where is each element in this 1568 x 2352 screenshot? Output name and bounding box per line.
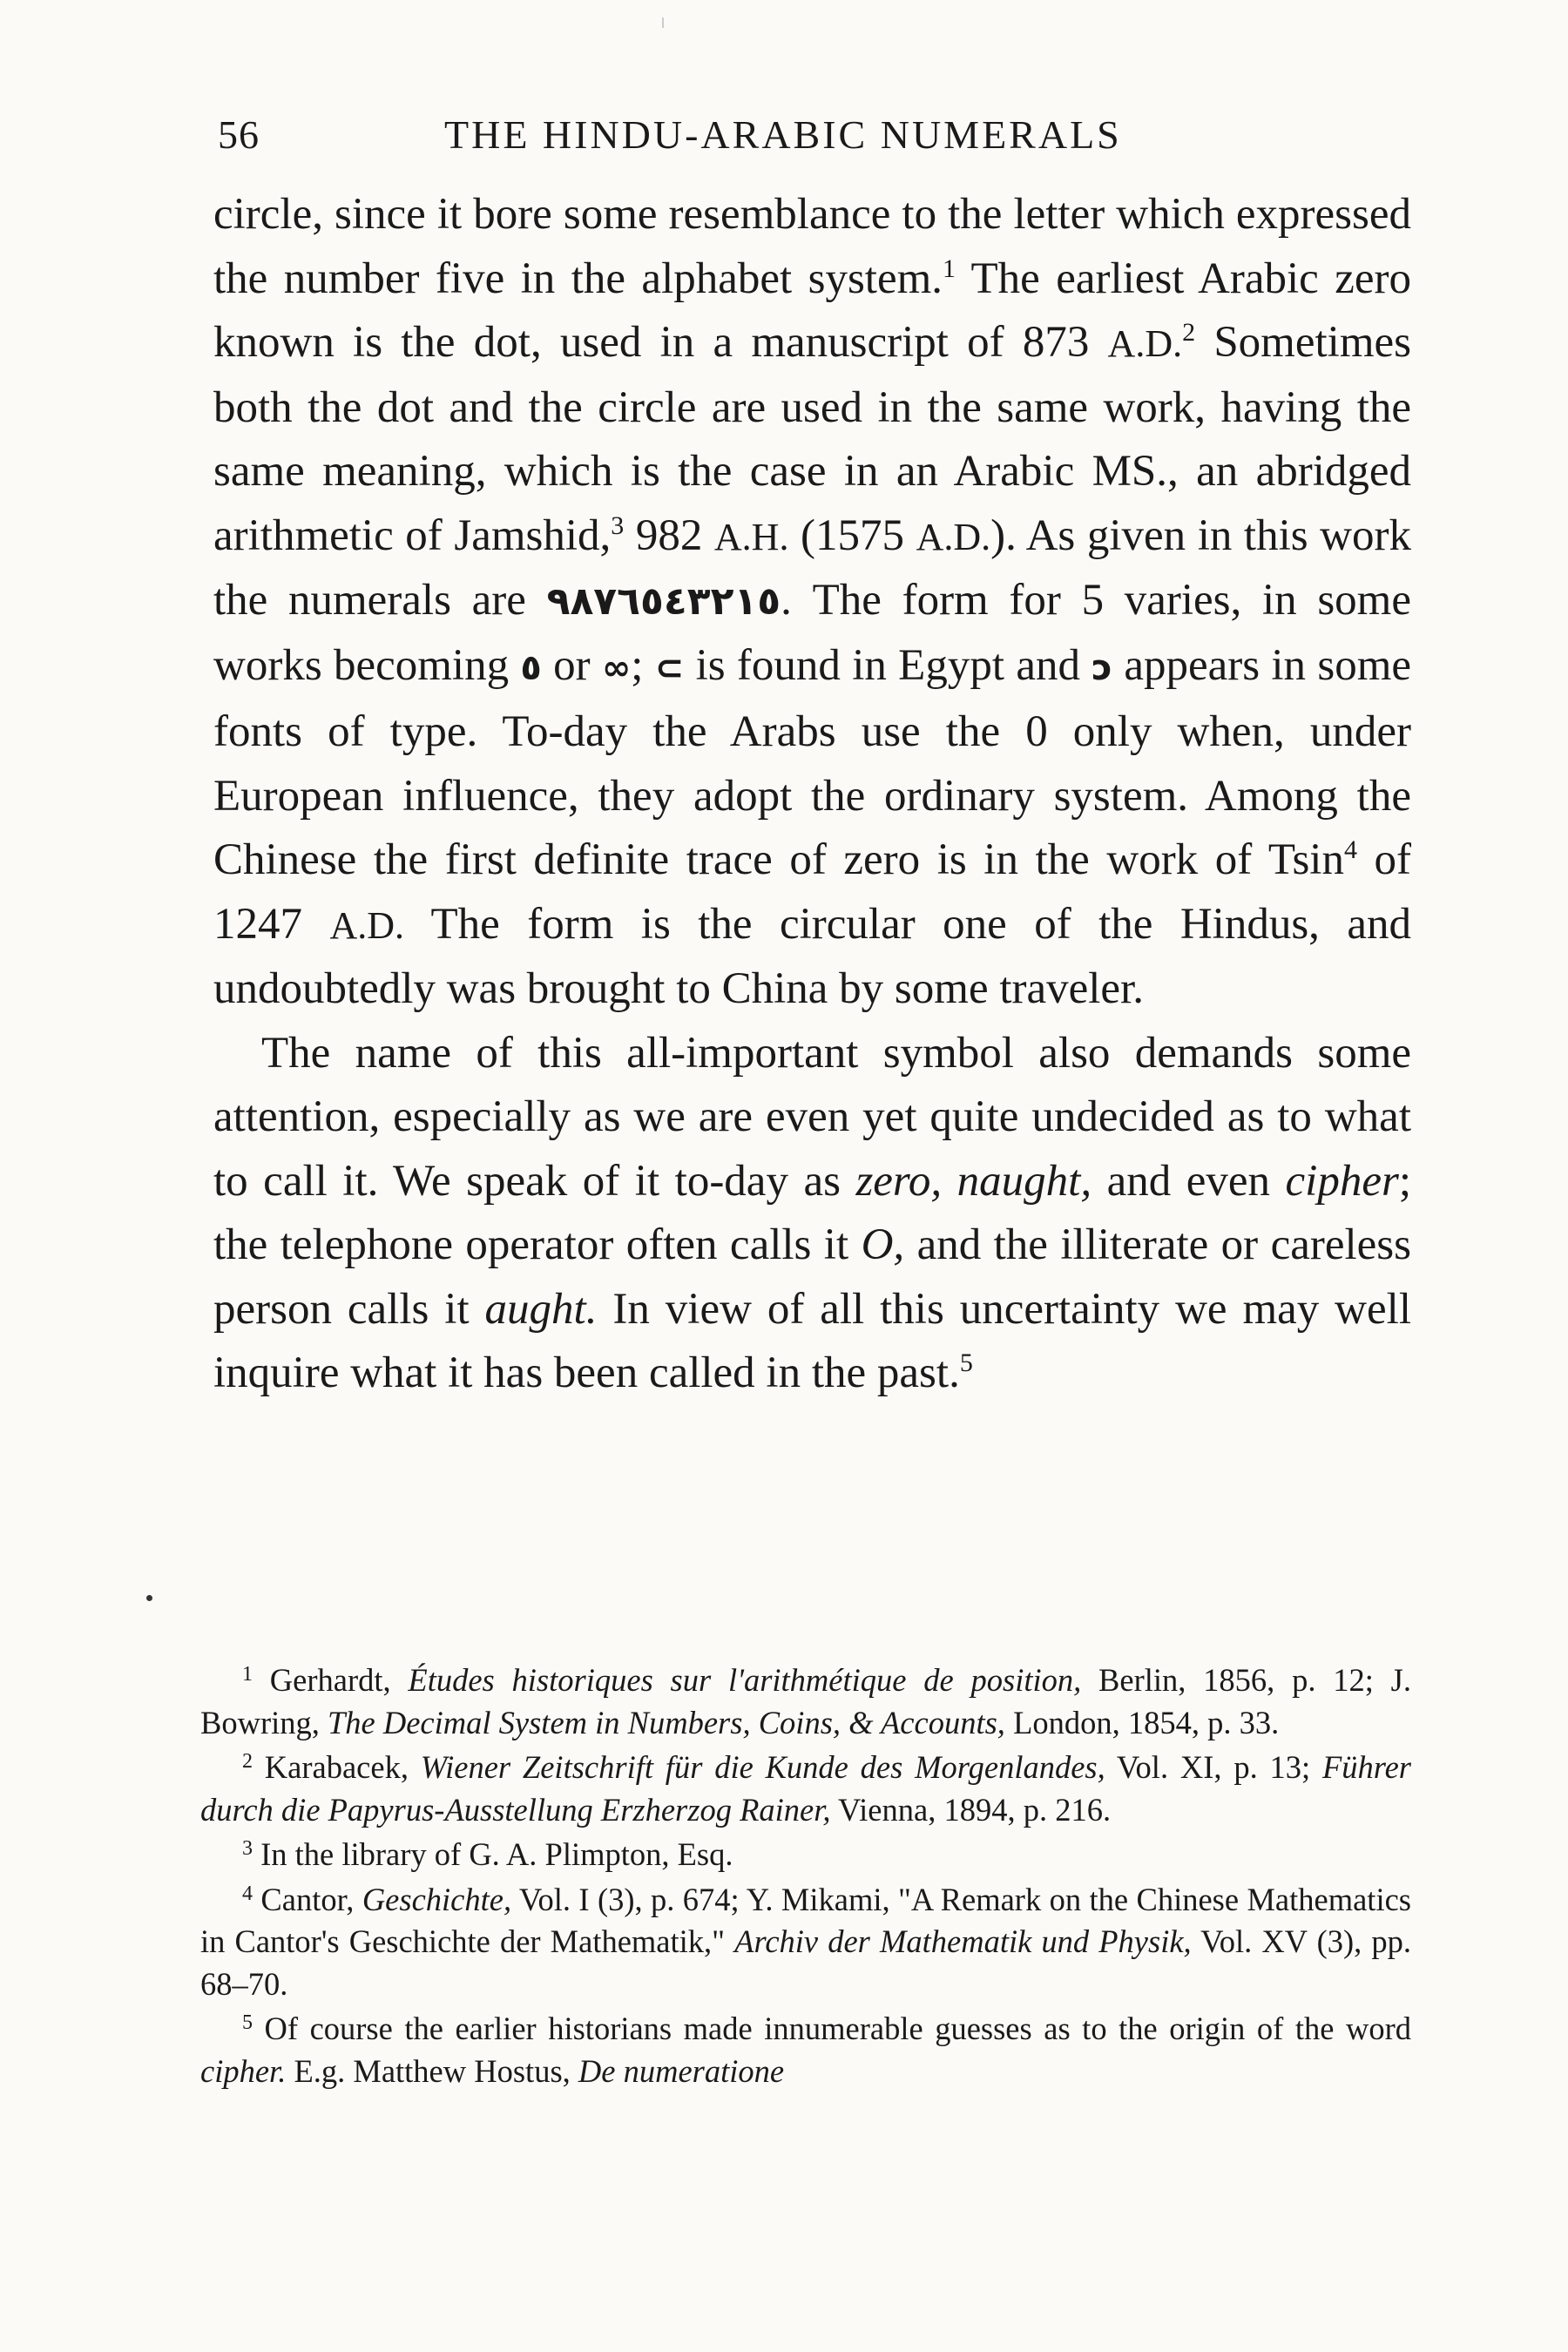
italic-title: Wiener Zeitschrift für die Kunde des Morgenlandes, [420,1749,1105,1785]
text-run: In view of all this uncertainty we may well inquire what it has been called in the past. [213,1284,1411,1397]
text-run: Cantor, [253,1881,362,1917]
text-run: Of course the earlier historians made innumerable guesses as to the origin of the word [253,2011,1411,2046]
text-run: ; the telephone operator often calls it [213,1156,1411,1269]
text-run: of 1247 [213,835,1412,949]
italic-title: The Decimal System in Numbers, Coins, & Accounts, [328,1704,1005,1740]
italic-title: Études historiques sur l'arithmétique de position, [408,1662,1082,1698]
footnote-number: 3 [242,1837,253,1860]
footnote-number: 4 [242,1882,253,1905]
text-run: The name of this all-important symbol also demands some attention, especially as we are even yet quite undecided as to what to call it. We speak of it to-day as [213,1028,1411,1206]
italic-term: zero, naught, [855,1156,1092,1206]
footnote-number: 2 [242,1750,253,1773]
footnote-ref-2: 2 [1182,318,1196,347]
italic-title: Geschichte, [362,1881,512,1917]
text-run: and the illiterate or careless person calls it [213,1220,1411,1334]
text-run: Vol. XI, p. 13; [1105,1749,1322,1785]
italic-title: Archiv der Mathematik und Physik, [734,1923,1192,1959]
text-run: The form is the circular one of the Hindus, and undoubtedly was brought to China by some traveler. [213,899,1412,1013]
text-run: appears in some fonts of type. To-day the Arabs use the 0 only when, under European influence, they adopt the ordinary system. Among the Chinese the first definite trace of zero is in the work of Tsin [213,640,1411,884]
running-title: THE HINDU-ARABIC NUMERALS [444,112,1122,157]
footnote-number: 1 [242,1663,253,1686]
scan-mark [662,17,664,28]
text-run: (1575 [788,510,916,560]
text-run: is found in Egypt and [684,640,1092,690]
five-variant-symbol-c: ⊂ [654,647,685,688]
text-run: Vol. XV (3), pp. 68–70. [200,1923,1411,2002]
text-run: Vol. I (3), p. 674; Y. Mikami, "A Remark on the Chinese Mathematics in Cantor's Geschichte der Mathematik," [200,1881,1411,1959]
text-run: 982 [624,510,714,560]
text-run: Sometimes both the dot and the circle are used in the same work, having the same meaning, which is the case in an Arabic MS., an abridged arithmetic of Jamshid, [213,318,1411,560]
italic-title: De numeratione [578,2052,785,2089]
text-run: Gerhardt, [253,1662,409,1698]
text-run: and even [1092,1156,1286,1206]
text-run: Karabacek, [253,1749,421,1785]
era-abbrev: A.D. [1107,322,1183,365]
text-run: circle, since it bore some resemblance to the letter which expressed the number five in the alphabet system. [213,190,1411,303]
paragraph-1 [213,183,1411,1022]
text-run: Vienna, 1894, p. 216. [830,1791,1112,1828]
footnote-5 [200,2008,1411,2092]
era-abbrev: A.H. [713,515,789,558]
text-run: E.g. Matthew Hostus, [286,2052,578,2089]
footnote-2 [200,1747,1411,1831]
italic-title: cipher. [200,2052,287,2089]
italic-term: cipher [1285,1156,1399,1206]
footnote-ref-1: 1 [943,253,956,283]
italic-title: Führer durch die Papyrus-Ausstellung Erzherzog Rainer, [200,1749,1411,1828]
arabic-numerals-glyphs: ٩٨٧٦٥٤٣٢١٥ [546,579,781,624]
footnotes [200,1659,1411,2095]
running-header [218,112,1394,164]
five-variant-symbol-b: ∞ [601,647,632,688]
footnote-number: 5 [242,2011,253,2034]
page-number: 56 [218,112,260,157]
text-run: . The form for 5 varies, in some works becoming [213,576,1411,690]
five-variant-symbol-d: ɔ [1092,647,1112,688]
text-run: In the library of G. A. Plimpton, Esq. [253,1836,733,1872]
italic-term: O, [861,1220,905,1269]
italic-term: aught. [484,1284,598,1334]
text-run: ). As given in this work the numerals are [213,510,1411,625]
text-run: ; [631,640,655,690]
era-abbrev: A.D. [329,903,404,947]
five-variant-symbol-a: ٥ [520,647,542,688]
paragraph-2 [213,1022,1411,1406]
footnote-1 [200,1659,1411,1744]
footnote-ref-5: 5 [959,1348,973,1377]
margin-speck [146,1595,152,1601]
text-run: The earliest Arabic zero known is the dot, used in a manuscript of 873 [213,253,1411,367]
footnote-ref-4: 4 [1343,835,1357,864]
footnote-4 [200,1879,1411,2006]
era-abbrev: A.D. [916,515,991,558]
footnote-ref-3: 3 [611,510,625,540]
text-run: London, 1854, p. 33. [1004,1704,1280,1740]
text-run: or [541,640,602,690]
footnote-3 [200,1834,1411,1876]
main-text [213,183,1411,1406]
text-run: Berlin, 1856, p. 12; J. Bowring, [200,1662,1411,1740]
